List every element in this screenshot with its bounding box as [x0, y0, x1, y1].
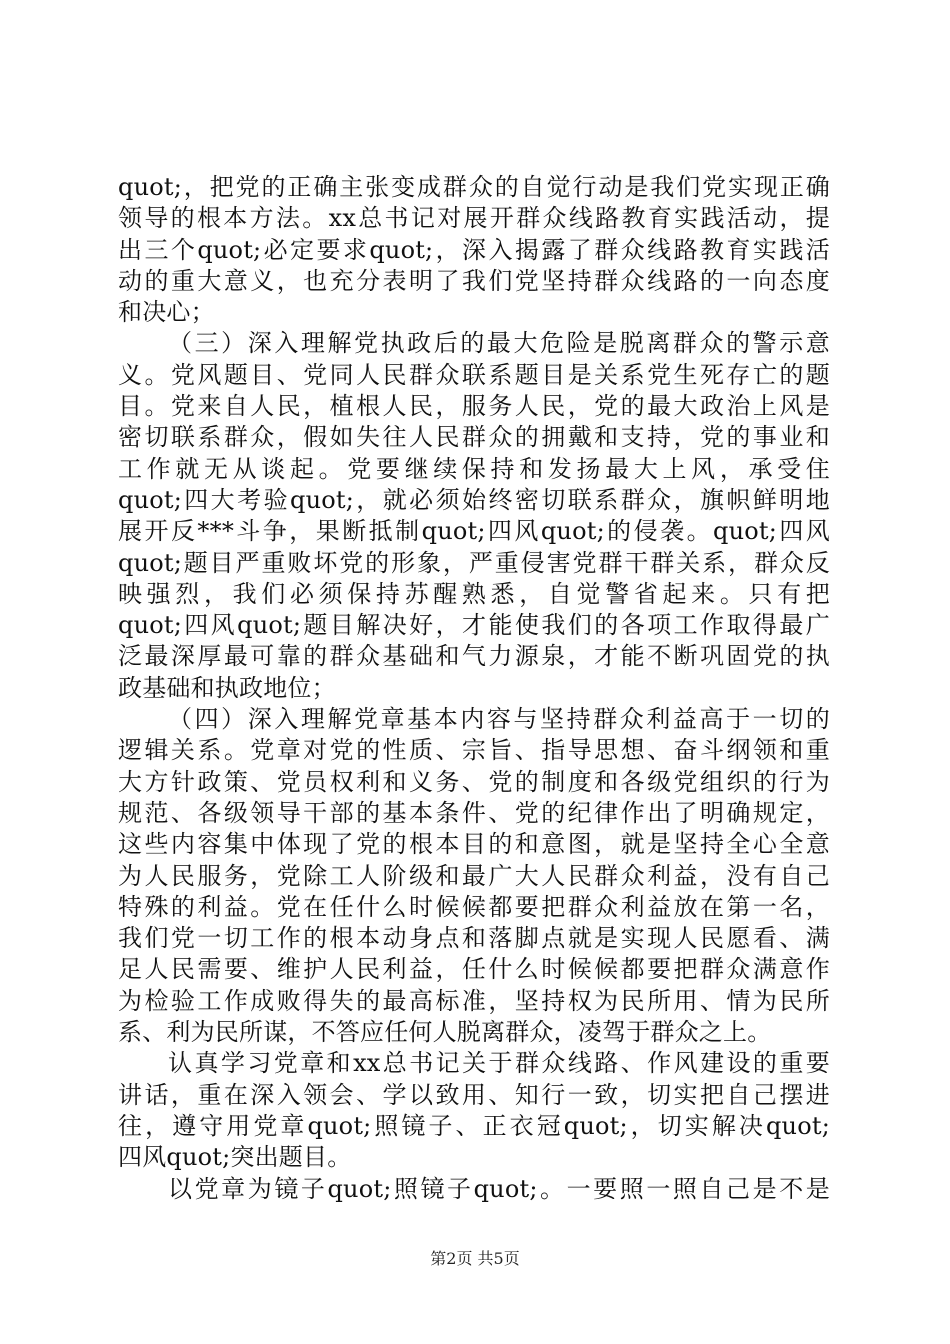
text-line: 特殊的利益。党在任什么时候候都要把群众利益放在第一名，: [118, 892, 830, 921]
text-line: （三）深入理解党执政后的最大危险是脱离群众的警示意: [168, 329, 830, 358]
text-line: 以党章为镜子quot;照镜子quot;。一要照一照自己是不是: [168, 1174, 830, 1203]
text-line: 系、利为民所谋，不答应任何人脱离群众，凌驾于群众之上。: [118, 1018, 772, 1047]
text-line: 目。党来自人民，植根人民，服务人民，党的最大政治上风是: [118, 392, 830, 421]
text-line: 为人民服务，党除工人阶级和最广大人民群众利益，没有自己: [118, 861, 830, 890]
text-line: 动的重大意义，也充分表明了我们党坚持群众线路的一向态度: [118, 266, 830, 295]
text-line: 和决心；: [118, 298, 215, 327]
text-line: 映强烈，我们必须保持苏醒熟悉，自觉警省起来。只有把: [118, 579, 830, 608]
text-line: 展开反***斗争，果断抵制quot;四风quot;的侵袭。quot;四风: [118, 517, 830, 546]
text-line: 足人民需要、维护人民利益，任什么时候候都要把群众满意作: [118, 955, 830, 984]
text-line: 四风quot;突出题目。: [118, 1143, 352, 1172]
text-line: 出三个quot;必定要求quot;，深入揭露了群众线路教育实践活: [118, 235, 830, 264]
text-line: 规范、各级领导干部的基本条件、党的纪律作出了明确规定，: [118, 798, 830, 827]
text-line: quot;四大考验quot;，就必须始终密切联系群众，旗帜鲜明地: [118, 485, 830, 514]
page-number-footer: 第2页 共5页: [430, 1249, 520, 1268]
text-line: 这些内容集中体现了党的根本目的和意图，就是坚持全心全意: [118, 830, 830, 859]
text-line: 逻辑关系。党章对党的性质、宗旨、指导思想、奋斗纲领和重: [118, 736, 830, 765]
text-line: 我们党一切工作的根本动身点和落脚点就是实现人民愿看、满: [118, 924, 830, 953]
text-line: quot;四风quot;题目解决好，才能使我们的各项工作取得最广: [118, 611, 830, 640]
text-line: quot;，把党的正确主张变成群众的自觉行动是我们党实现正确: [118, 173, 830, 201]
text-line: quot;题目严重败坏党的形象，严重侵害党群干群关系，群众反: [118, 548, 830, 577]
text-line: 密切联系群众，假如失往人民群众的拥戴和支持，党的事业和: [118, 423, 830, 452]
text-line: 政基础和执政地位；: [118, 673, 336, 702]
text-line: 工作就无从谈起。党要继续保持和发扬最大上风，承受住: [118, 454, 830, 483]
text-line: 大方针政策、党员权利和义务、党的制度和各级党组织的行为: [118, 767, 830, 796]
text-line: 为检验工作成败得失的最高标准，坚持权为民所用、情为民所: [118, 986, 830, 1015]
text-line: 讲话，重在深入领会、学以致用、知行一致，切实把自己摆进: [118, 1080, 830, 1109]
text-line: 认真学习党章和xx总书记关于群众线路、作风建设的重要: [168, 1049, 830, 1078]
text-line: 往，遵守用党章quot;照镜子、正衣冠quot;，切实解决quot;: [118, 1111, 830, 1140]
document-body: [118, 172, 830, 1205]
text-line: 义。党风题目、党同人民群众联系题目是关系党生死存亡的题: [118, 360, 830, 389]
text-line: （四）深入理解党章基本内容与坚持群众利益高于一切的: [168, 705, 830, 734]
text-line: 领导的根本方法。xx总书记对展开群众线路教育实践活动，提: [118, 204, 830, 233]
text-line: 泛最深厚最可靠的群众基础和气力源泉，才能不断巩固党的执: [118, 642, 830, 671]
